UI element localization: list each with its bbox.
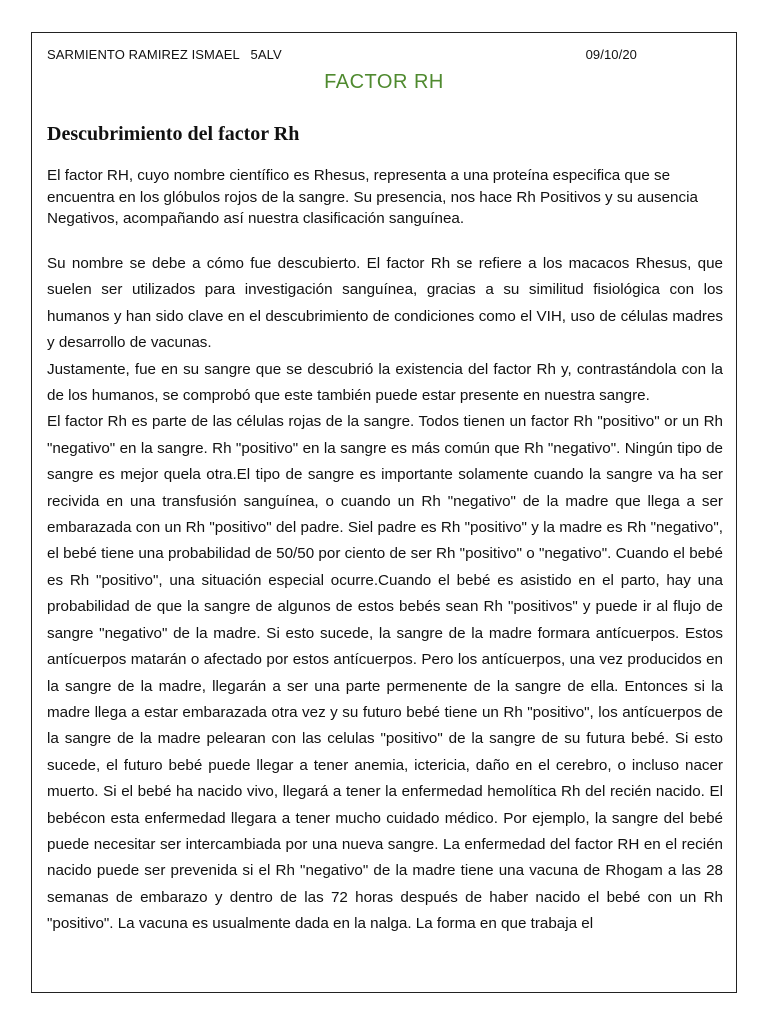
- document-title: FACTOR RH: [324, 71, 444, 93]
- author-label: SARMIENTO RAMIREZ ISMAEL 5ALV: [47, 47, 282, 62]
- document-page: [31, 32, 737, 993]
- date-label: 09/10/20: [585, 47, 637, 62]
- section-heading: Descubrimiento del factor Rh: [47, 123, 300, 145]
- document-header: [47, 47, 721, 62]
- paragraph-name-origin: Su nombre se debe a cómo fue descubierto. El factor Rh se refiere a los macacos Rhesus, que suelen ser utilizados para investigación sanguínea, gracias a su similitud fisiológica con los humanos y han sido clave en el descubrimiento de condiciones como el VIH, uso de células madres y desarrollo de vacunas.: [47, 255, 723, 352]
- body-text: [47, 251, 723, 938]
- paragraph-discovery: Justamente, fue en su sangre que se descubrió la existencia del factor Rh y, contrastándola con la de los humanos, se comprobó que este también puede estar presente en nuestra sangre.: [47, 360, 723, 405]
- paragraph-rh-explanation: El factor Rh es parte de las células rojas de la sangre. Todos tienen un factor Rh "positivo" or un Rh "negativo" en la sangre. Rh "positivo" en la sangre es más común que Rh "negativo". Ningún tipo de sangre es mejor quela otra.El tipo de sangre es importante solamente cuando la sangre va ha ser recivida en una transfusión sanguínea, o cuando un Rh "negativo" de la madre que llega a ser embarazada con un Rh "positivo" del padre. Siel padre es Rh "positivo" y la madre es Rh "negativo", el bebé tiene una probabilidad de 50/50 por ciento de ser Rh "positivo" o "negativo". Cuando el bebé es Rh "positivo", una situación especial ocurre.Cuando el bebé es asistido en el parto, hay una probabilidad de que la sangre de algunos de estos bebés sean Rh "positivos" y puede ir al flujo de sangre "negativo" de la madre. Si esto sucede, la sangre de la madre formara antícuerpos. Estos antícuerpos matarán o afectado por estos antícuerpos. Pero los antícuerpos, una vez producidos en la sangre de la madre, llegarán a ser una parte permenente de la sangre de ella. Entonces si la madre llega a estar embarazada otra vez y su futuro bebé tiene un Rh "positivo", los antícuerpos de la sangre de la madre pelearan con las celulas "positivo" de la sangre de su futura bebé. Si esto sucede, el futuro bebé puede llegar a tener anemia, ictericia, daño en el cerebro, o incluso nacer muerto. Si el bebé ha nacido vivo, llegará a tener la enfermedad hemolítica Rh del recién nacido. El bebécon esta enfermedad llegara a tener mucho cuidado médico. Por ejemplo, la sangre del bebé puede necesitar ser intercambiada por una nueva sangre. La enfermedad del factor RH en el recién nacido puede ser prevenida si el Rh "negativo" de la madre tiene una vacuna de Rhogam a las 28 semanas de embarazo y dentro de las 72 horas después de haber nacido el bebé con un Rh "positivo". La vacuna es usualmente dada en la nalga. La forma en que trabaja el: [47, 413, 723, 933]
- intro-paragraph: El factor RH, cuyo nombre científico es Rhesus, representa a una proteína especifica que se encuentra en los glóbulos rojos de la sangre. Su presencia, nos hace Rh Positivos y su ausencia Negativos, acompañando así nuestra clasificación sanguínea.: [47, 167, 698, 227]
